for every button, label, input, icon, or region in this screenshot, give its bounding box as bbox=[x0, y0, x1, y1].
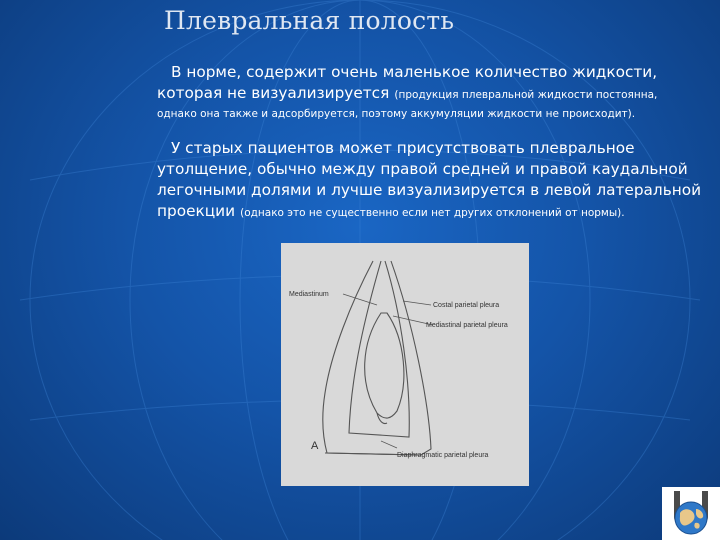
label-mediastinum: Mediastinum bbox=[289, 291, 329, 298]
label-costal-parietal-pleura: Costal parietal pleura bbox=[433, 302, 500, 309]
pleura-diagram bbox=[281, 243, 529, 486]
paragraph-normal-fluid bbox=[157, 62, 687, 120]
pleura-diagram-drawing bbox=[281, 243, 529, 486]
paragraph2-line4 bbox=[157, 201, 687, 222]
paragraph1-line3: однако она также и адсорбируется, поэтому аккумуляции жидкости не происходит). bbox=[157, 108, 636, 120]
paragraph1-line2 bbox=[157, 83, 687, 104]
slide-title: Плевральная полость bbox=[164, 6, 455, 35]
globe-logo-icon bbox=[662, 487, 720, 540]
paragraph1-line2-main: которая не визуализируется bbox=[157, 84, 390, 102]
paragraph2-line1: У старых пациентов может присутствовать плевральное bbox=[171, 139, 635, 157]
paragraph-older-patients bbox=[157, 138, 702, 222]
label-mediastinal-parietal-pleura: Mediastinal parietal pleura bbox=[426, 322, 508, 329]
label-diaphragmatic-parietal-pleura: Diaphragmatic parietal pleura bbox=[397, 452, 489, 459]
paragraph2-line3: легочными долями и лучше визуализируется в левой латеральной bbox=[157, 181, 702, 199]
paragraph1-line1: В норме, содержит очень маленькое количество жидкости, bbox=[171, 63, 658, 81]
paragraph2-line4-note: (однако это не существенно если нет других отклонений от нормы). bbox=[240, 207, 625, 219]
panel-letter: A bbox=[311, 440, 319, 452]
paragraph1-line2-note: (продукция плевральной жидкости постоянна, bbox=[394, 89, 658, 101]
paragraph2-line2: утолщение, обычно между правой средней и правой каудальной bbox=[157, 160, 688, 178]
university-logo bbox=[662, 487, 720, 540]
paragraph2-line4-main: проекции bbox=[157, 202, 236, 220]
